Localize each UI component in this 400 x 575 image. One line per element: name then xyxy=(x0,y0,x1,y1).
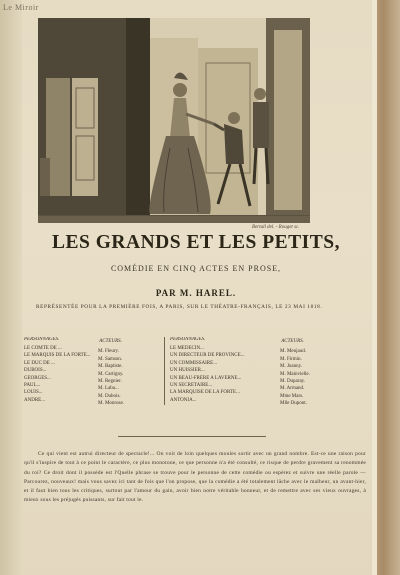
cast-row xyxy=(170,367,310,377)
actor-name: M. Regnier. xyxy=(98,378,122,384)
actor-name: M. Duparay. xyxy=(280,378,306,384)
cast-row xyxy=(24,397,124,407)
engraving-illustration xyxy=(38,18,310,223)
role-name: LE MÉDECIN... xyxy=(170,346,204,351)
running-header: Le Miroir xyxy=(3,3,39,12)
section-rule xyxy=(118,436,266,437)
cast-row xyxy=(24,367,124,377)
column-divider xyxy=(164,337,165,405)
cast-row xyxy=(170,397,310,407)
role-name: LE MARQUIS DE LA FORTE... xyxy=(24,353,91,359)
roles-header: PERSONNAGES. xyxy=(24,337,60,342)
actor-name: M. Laba... xyxy=(98,386,119,392)
actor-name: M. Cartigny. xyxy=(98,371,124,377)
cast-row xyxy=(24,382,124,392)
page-gutter xyxy=(0,0,22,575)
cast-row xyxy=(24,375,124,382)
actors-header: ACTEURS. xyxy=(281,339,304,344)
play-author: PAR M. HAREL. xyxy=(155,288,237,298)
cast-row xyxy=(170,375,310,382)
cast-row xyxy=(24,360,124,370)
actor-name: M. Dubois. xyxy=(98,393,121,399)
actor-name: M. Samson. xyxy=(98,356,123,362)
actor-name: Mme Mars. xyxy=(280,393,304,399)
illustration-credit: Bertall del. - Rouget sc. xyxy=(252,225,300,230)
actor-name: M. Baptiste. xyxy=(98,364,123,370)
actor-name: M. Mainvielle. xyxy=(280,371,310,377)
role-name: UN BEAU-FRÈRE A LAVERNE... xyxy=(170,375,242,381)
cast-row xyxy=(170,389,310,399)
actor-name: M. Fleury. xyxy=(98,349,119,355)
cast-row xyxy=(24,352,124,362)
premiere-note: REPRÉSENTÉE POUR LA PREMIÈRE FOIS, A PARIS, SUR LE THÉATRE-FRANÇAIS, LE 23 MAI 1818. xyxy=(36,304,323,310)
roles-header: PERSONNAGES. xyxy=(170,337,206,342)
page-edge xyxy=(372,0,377,575)
cast-row xyxy=(24,345,124,355)
role-name: UN DIRECTEUR DE PROVINCE... xyxy=(170,353,245,359)
role-name: PAUL... xyxy=(24,382,41,388)
role-name: DUBOIS... xyxy=(24,368,47,374)
cast-list xyxy=(24,337,354,407)
actor-name: M. Firmin. xyxy=(280,356,302,362)
book-cover-edge xyxy=(372,0,400,575)
actor-name: M. Monrose. xyxy=(98,401,124,407)
cast-row xyxy=(170,345,310,355)
cast-row xyxy=(170,352,310,362)
cast-column-right xyxy=(170,337,310,407)
actor-name: Mlle Dupont. xyxy=(280,401,307,407)
body-paragraph: Ce qui vient est autrui directeur de spectacle!... On voit de loin quelques moules sortir avec un grand nombre. Est-ce une raison pour qu'il s'inspire de tout à ce point le caractère, ce plus monotone, ce que personne n'a été consulté, ce risque de perdre gravement sa renommée du roi? Ce droit dont il possède est l'Quelle phrase se trouve pour le personne de cette comédie ou espérez et suivre une réelle parole — Parcourez, nouveaux! mais vous savez ici tant de fois que l'on propose, que la comédie a été totalement lâche avec le malheur, un avant-hier, et il faut bien tous les critiques, surtout par l'amour du gain, avoir bien notre véritable honneur, et de remettre avec ses vieux ouvrages, à mieux sous les préjugés puissants, sur fait tout le. xyxy=(24,451,366,504)
cast-row xyxy=(24,389,124,399)
cast-column-left xyxy=(24,337,124,407)
play-subtitle: COMÉDIE EN CINQ ACTES EN PROSE, xyxy=(110,264,282,273)
actor-name: M. Joanny. xyxy=(280,364,303,370)
role-name: UN SECRÉTAIRE... xyxy=(170,382,213,388)
role-name: LE DUC DE ... xyxy=(24,360,55,366)
actors-header: ACTEURS. xyxy=(99,339,122,344)
body-text xyxy=(24,450,366,506)
cast-row xyxy=(170,360,310,370)
role-name: LE COMTE DE ... xyxy=(24,346,62,351)
role-name: GEORGES... xyxy=(24,375,51,381)
actor-name: M. Menjaud. xyxy=(280,349,306,355)
role-name: LA MARQUISE DE LA FORTE... xyxy=(170,390,240,396)
role-name: UN COMMISSAIRE... xyxy=(170,360,217,366)
role-name: ANTONIA... xyxy=(170,397,197,403)
role-name: UN HUISSIER... xyxy=(170,368,205,374)
role-name: ANDRÉ... xyxy=(24,397,45,403)
cast-row xyxy=(170,382,310,392)
actor-name: M. Armand. xyxy=(280,386,305,392)
play-title: LES GRANDS ET LES PETITS, xyxy=(52,232,340,253)
role-name: LOUIS... xyxy=(24,390,43,396)
